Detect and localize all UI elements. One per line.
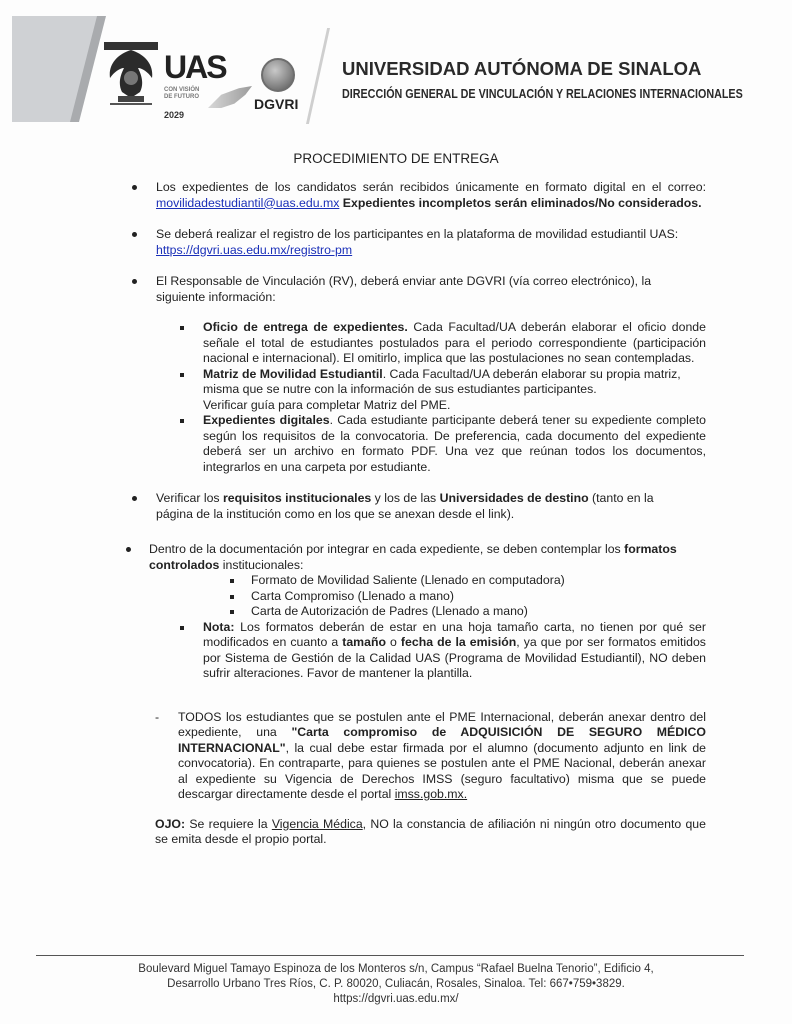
list-item-seguro [155,709,706,803]
nota-t2: o [385,635,401,649]
format-item-text: Formato de Movilidad Saliente (Llenado en computadora) [251,573,565,587]
footer-address-line2: Desarrollo Urbano Tres Ríos, C. P. 80020, Culiacán, Rosales, Sinaloa. Tel: 667•759•3829. [167,978,625,990]
square-bullet-icon [180,373,184,377]
ojo-t1: Se requiere la [185,816,272,831]
format-item-text: Carta Compromiso (Llenado a mano) [251,588,454,603]
list-item-formatos [149,542,679,573]
eagle-wing-icon [208,86,252,108]
globe-icon [261,58,295,92]
list-item-verificar [156,491,676,522]
sublist-item-expedientes [203,413,706,475]
dgvri-logo-text: DGVRI [254,96,299,112]
dgvri-logo [254,58,304,122]
bullet-icon [132,279,137,284]
sublist-item-oficio [203,320,706,367]
ojo-label: OJO: [155,816,186,831]
imss-link[interactable]: imss.gob.mx. [394,787,468,801]
incomplete-warning: Expedientes incompletos serán eliminados/No considerados. [342,195,702,210]
seguro-t1: TODOS los estudiantes que se postulen ante el PME Internacional, deberán anexar dentro del expediente, una [178,709,706,739]
square-bullet-icon [180,326,184,330]
matriz-guide-text: Verificar guía para completar Matriz del PME. [203,397,451,412]
sublist-item-matriz [203,367,706,414]
uas-crest-logo [100,38,162,110]
nota-t1: Los formatos deberán de estar en una hoja tamaño carta, no tienen por qué ser modificados en cuanto a [203,619,706,649]
expedientes-text: . Cada estudiante participante deberá tener su expediente completo según los requisitos de la convocatoria. De preferencia, cada documento del expediente deberá ser un archivo en formato PDF. Una vez que reúnan todos los documentos, integrarlos en una carpeta por estudiante. [203,413,706,474]
list-item-email [156,180,706,211]
bullet-icon [132,185,137,190]
list-item-rv [156,274,666,305]
email-item-text: Los expedientes de los candidatos serán recibidos únicamente en formato digital en el correo: [156,180,706,194]
uas-logo [162,50,254,124]
bullet-icon [132,496,137,501]
registro-link[interactable]: https://dgvri.uas.edu.mx/registro-pm [156,242,353,257]
footer-url[interactable]: https://dgvri.uas.edu.mx/ [333,993,459,1005]
verificar-mid: y los de las [371,491,440,505]
matriz-label: Matriz de Movilidad Estudiantil [203,366,383,381]
formatos-post: institucionales: [219,557,304,572]
uas-logo-text: UAS [164,49,226,85]
header-divider [306,28,330,124]
formatos-pre: Dentro de la documentación por integrar en cada expediente, se deben contemplar los [149,542,625,556]
ojo-note [155,817,706,848]
ojo-t2: , NO la constancia de afiliación ni ningún otro documento que se emita desde el propio portal. [155,816,706,846]
footer-address-line1: Boulevard Miguel Tamayo Espinoza de los Monteros s/n, Campus “Rafael Buelna Tenorio”, Edificio 4, [138,963,654,975]
square-bullet-icon [230,610,234,614]
document-body [0,150,792,848]
square-bullet-icon [180,419,184,423]
university-name: UNIVERSIDAD AUTÓNOMA DE SINALOA [342,58,702,79]
verificar-pre: Verificar los [156,491,223,505]
verificar-post: (tanto en la página de la institución como en los que se anexan desde el link). [156,491,654,521]
page-footer [0,962,792,1007]
bullet-icon [132,232,137,237]
formatos-controlados-label: formatos controlados [149,542,677,572]
oficio-label: Oficio de entrega de expedientes. [203,320,408,334]
uas-logo-tagline: CON VISIÓN DE FUTURO [164,87,200,100]
bullet-icon [126,547,131,552]
square-bullet-icon [180,626,184,630]
rv-item-text: El Responsable de Vinculación (RV), deberá enviar ante DGVRI (vía correo electrónico), la siguiente información: [156,274,652,304]
format-item [251,573,706,589]
nota-t3: , ya que por ser formatos emitidos por Sistema de Gestión de la Calidad UAS (Programa de Movilidad Estudiantil), NO deben sufrir alteraciones. Favor de mantener la plantilla. [203,635,706,680]
format-item [251,589,706,605]
registro-item-text: Se deberá realizar el registro de los participantes en la plataforma de movilidad estudiantil UAS: [156,227,679,241]
matriz-text: . Cada Facultad/UA deberán elaborar su propia matriz, misma que se nutre con la información de sus estudiantes participantes. [203,366,681,396]
nota-text [203,620,706,682]
expedientes-label: Expedientes digitales [203,413,330,427]
nota-tamano: tamaño [342,635,386,649]
uas-logo-year: 2029 [164,110,185,120]
footer-divider [36,955,744,956]
dash-marker: - [155,709,160,724]
page-title: PROCEDIMIENTO DE ENTREGA [293,151,499,166]
format-item-text: Carta de Autorización de Padres (Llenado a mano) [251,604,528,618]
nota-label: Nota: [203,619,235,634]
square-bullet-icon [230,595,234,599]
square-bullet-icon [230,579,234,583]
department-name: DIRECCIÓN GENERAL DE VINCULACIÓN Y RELACIONES INTERNACIONALES [342,87,743,101]
nota-fecha: fecha de la emisión [400,635,517,649]
carta-seguro-label: "Carta compromiso de ADQUISICIÓN DE SEGURO MÉDICO INTERNACIONAL" [178,725,706,755]
list-item-registro [156,227,716,258]
vigencia-medica-link[interactable]: Vigencia Médica [271,816,363,831]
requisitos-label: requisitos institucionales [222,491,372,505]
universidades-label: Universidades de destino [439,491,589,505]
seguro-t2: , la cual debe estar firmada por el alumno (documento adjunto en link de convocatoria). En contraparte, para quienes se postulen ante el PME Nacional, deberán anexar al expediente su Vigencia de Derechos IMSS (seguro facultativo) misma que se puede descargar directamente desde el portal [178,740,706,801]
email-link[interactable]: movilidadestudiantil@uas.edu.mx [156,195,340,210]
format-item [251,604,706,620]
oficio-text: Cada Facultad/UA deberán elaborar el oficio donde señale el total de estudiantes postulados para el periodo correspondiente (participación nacional e internacional). El omitirlo, implica que las postulaciones no sean contempladas. [203,320,706,365]
